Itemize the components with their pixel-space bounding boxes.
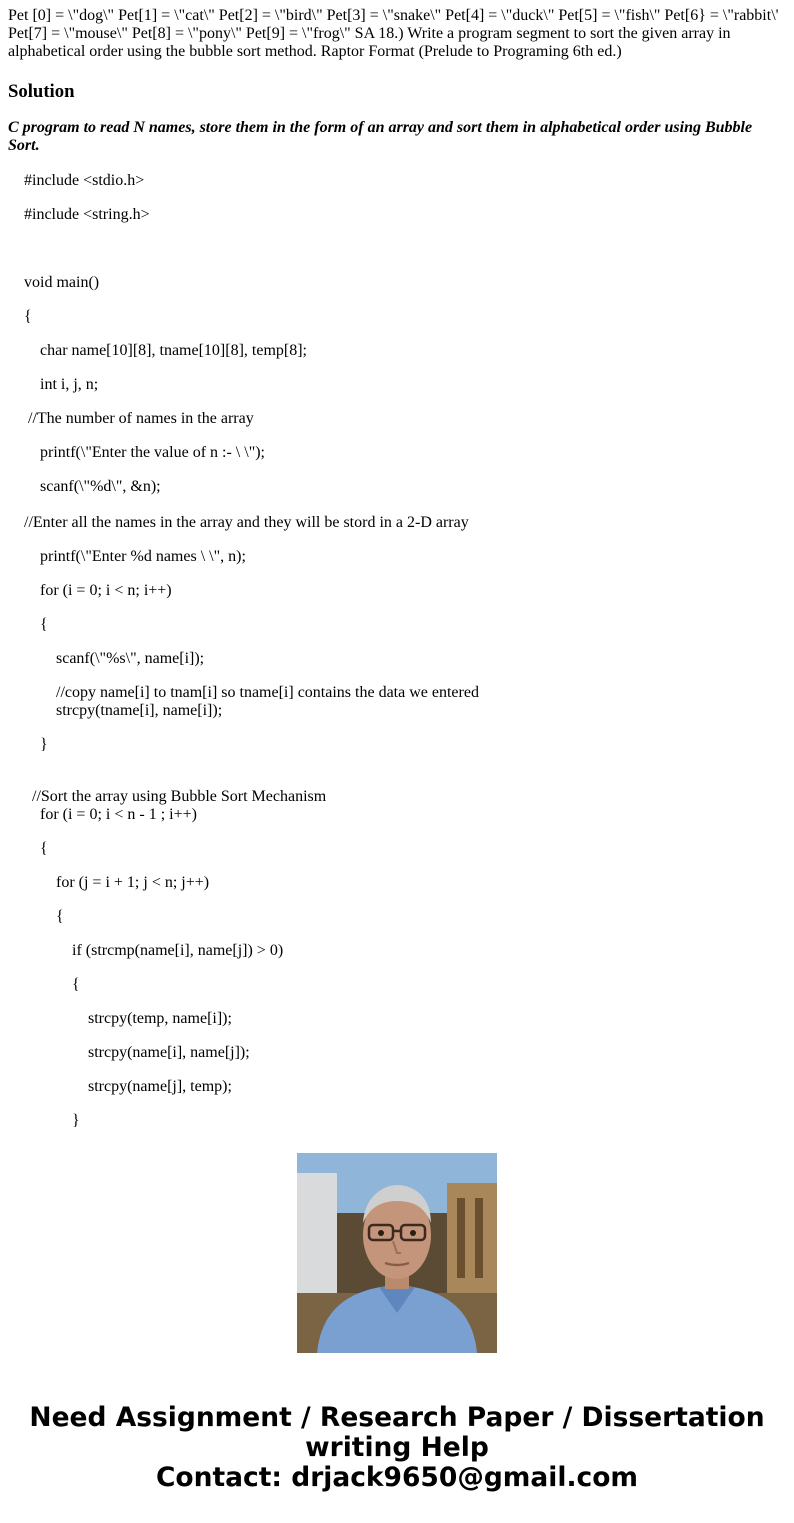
- promo-contact: Contact: drjack9650@gmail.com: [155, 1462, 639, 1493]
- promo-line-2: writing Help: [305, 1432, 489, 1463]
- code-line: int i, j, n;: [40, 376, 99, 393]
- code-line: for (j = i + 1; j < n; j++): [56, 874, 210, 891]
- promo-banner: [0, 1403, 794, 1493]
- author-avatar: [297, 1153, 497, 1353]
- code-line: void main(): [24, 274, 100, 291]
- code-line: char name[10][8], tname[10][8], temp[8];: [40, 342, 307, 359]
- code-line: {: [40, 840, 48, 857]
- code-line: {: [40, 616, 48, 633]
- code-line: {: [24, 308, 32, 325]
- question-text: Pet [0] = \"dog\" Pet[1] = \"cat\" Pet[2] = \"bird\" Pet[3] = \"snake\" Pet[4] = \"duck\" Pet[5] = \"fish\" Pet[6} = \"rabbit\' Pet[7] = \"mouse\" Pet[8] = \"pony\" Pet[9] = \"frog\" SA 18.) Write a program segment to sort the given array in alphabetical order using the bubble sort method. Raptor Format (Prelude to Programing 6th ed.): [8, 7, 779, 60]
- code-line: }: [72, 1112, 80, 1129]
- code-line: printf(\"Enter %d names \ \", n);: [40, 548, 246, 565]
- document-body: [8, 0, 786, 155]
- code-block: [8, 172, 786, 1129]
- code-line: for (i = 0; i < n - 1 ; i++): [40, 806, 197, 823]
- code-line: #include <stdio.h>: [24, 172, 145, 189]
- code-line: printf(\"Enter the value of n :- \ \");: [40, 444, 265, 461]
- code-line: strcpy(temp, name[i]);: [88, 1010, 232, 1027]
- code-line: {: [56, 908, 64, 925]
- code-comment: //copy name[i] to tnam[i] so tname[i] contains the data we entered: [56, 684, 479, 701]
- code-line: scanf(\"%s\", name[i]);: [56, 650, 205, 667]
- code-comment: //Enter all the names in the array and they will be stord in a 2-D array: [24, 514, 469, 531]
- code-line: if (strcmp(name[i], name[j]) > 0): [72, 942, 284, 959]
- promo-line-1: Need Assignment / Research Paper / Dissertation: [29, 1402, 765, 1433]
- code-line: #include <string.h>: [24, 206, 150, 223]
- solution-heading: Solution: [8, 81, 75, 102]
- code-line: scanf(\"%d\", &n);: [40, 478, 161, 495]
- code-line: strcpy(name[j], temp);: [88, 1078, 232, 1095]
- code-line: for (i = 0; i < n; i++): [40, 582, 172, 599]
- code-line: }: [40, 736, 48, 753]
- code-comment: //Sort the array using Bubble Sort Mechanism: [32, 788, 327, 805]
- code-comment: //The number of names in the array: [28, 410, 254, 427]
- code-line: strcpy(tname[i], name[i]);: [56, 702, 223, 719]
- avatar-portrait: [297, 1153, 497, 1353]
- code-line: strcpy(name[i], name[j]);: [88, 1044, 250, 1061]
- solution-intro: C program to read N names, store them in the form of an array and sort them in alphabetical order using Bubble Sort.: [8, 119, 753, 154]
- code-line: {: [72, 976, 80, 993]
